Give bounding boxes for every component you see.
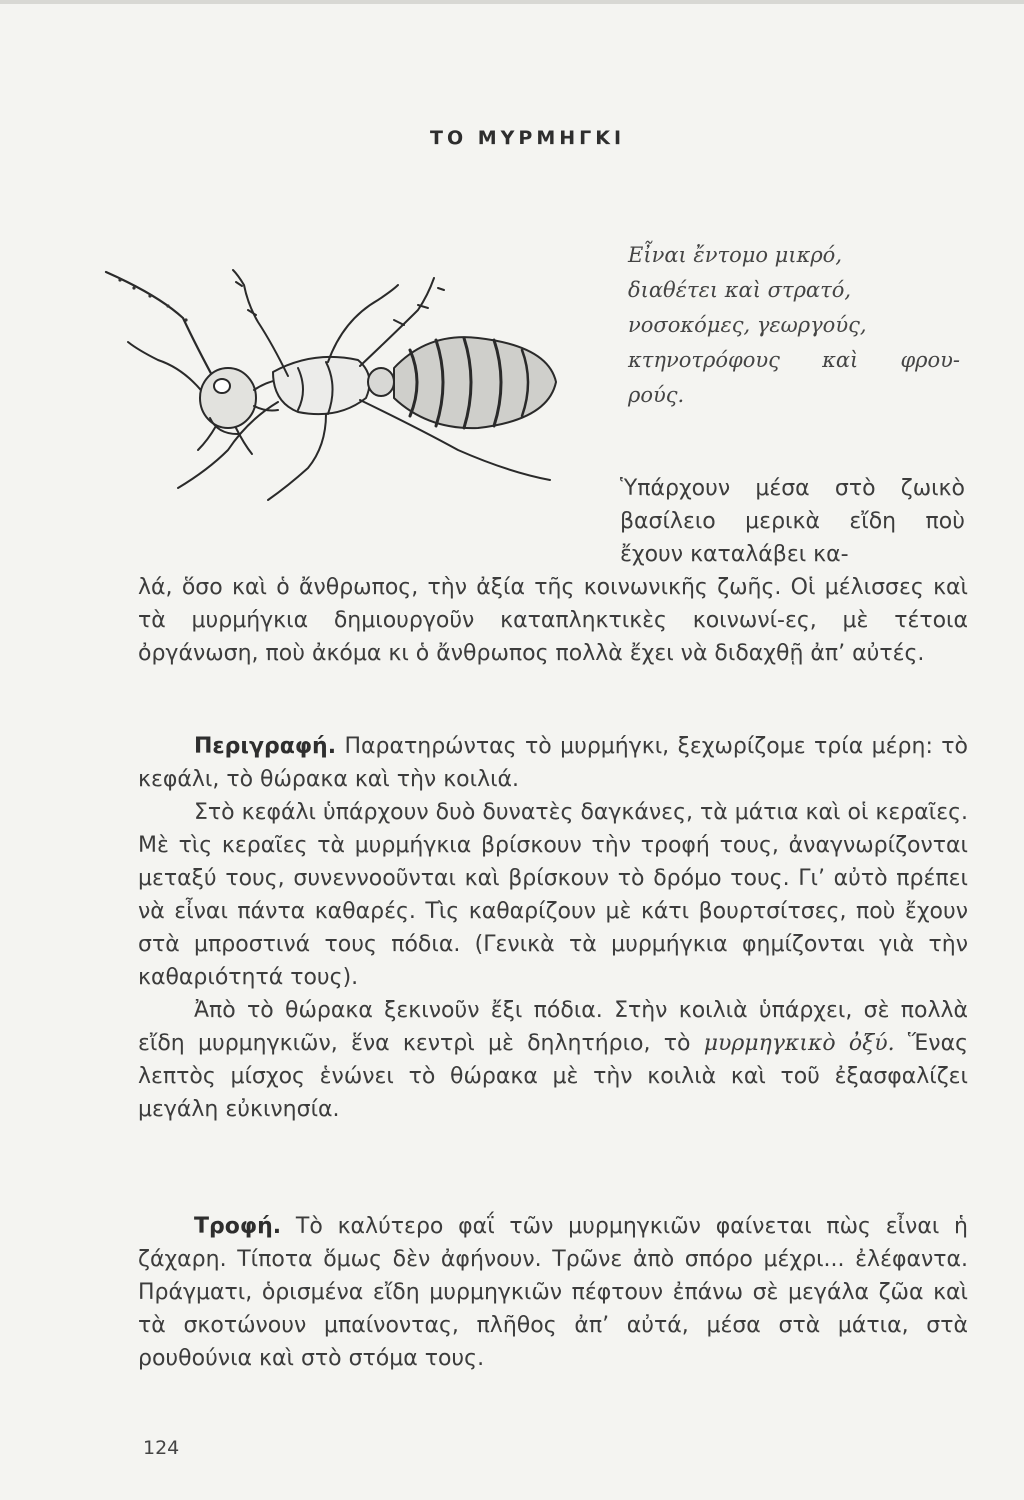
poem-line-justified <box>628 343 960 378</box>
ant-illustration <box>98 250 578 510</box>
intro-paragraph-start <box>620 472 965 571</box>
food-paragraph <box>138 1210 968 1375</box>
formic-acid-term: μυρμηγκικὸ ὀξύ. <box>703 1031 895 1056</box>
page-top-edge <box>0 0 1024 4</box>
intro-text-start: Ὑπάρχουν μέσα στὸ ζωικὸ βασίλειο μερικὰ εἴδη ποὺ ἔχουν καταλάβει κα- <box>620 476 965 567</box>
head-paragraph: Στὸ κεφάλι ὑπάρχουν δυὸ δυνατὲς δαγκάνες, τὰ μάτια καὶ οἱ κεραῖες. Μὲ τὶς κεραῖες τὰ μυρμήγκια βρίσκουν τὴν τροφή τους, ἀναγνωρίζονται μεταξύ τους, συνεννοοῦνται καὶ βρίσκουν τὸ δρόμο τους. Γι’ αὐτὸ πρέπει νὰ εἶναι πάντα καθαρές. Τὶς καθαρίζουν μὲ κάτι βουρτσίτσες, ποὺ ἔχουν στὰ μπροστινά τους πόδια. (Γενικὰ τὰ μυρμήγκια φημίζονται γιὰ τὴν καθαριότητά τους). <box>138 800 968 990</box>
poem-line: ρούς. <box>628 383 685 407</box>
poem-word: κτηνοτρόφους <box>628 348 780 372</box>
page-title: ΤΟ ΜΥΡΜΗΓΚΙ <box>430 127 626 149</box>
poem-line: νοσοκόμες, γεωργούς, <box>628 313 867 337</box>
food-heading: Τροφή. <box>194 1214 282 1239</box>
intro-paragraph-continuation <box>138 571 968 670</box>
description-section <box>138 730 968 1126</box>
thorax-text: Ἀπὸ τὸ θώρακα ξεκινοῦν ἔξι πόδια. Στὴν κοιλιὰ ὑπάρχει, σὲ πολλὰ εἴδη μυρμηγκιῶν, ἕνα κεντρὶ μὲ δηλητήριο, τὸ <box>138 998 968 1056</box>
poem <box>628 238 968 413</box>
poem-line: Εἶναι ἔντομο μικρό, <box>628 243 842 267</box>
description-heading: Περιγραφή. <box>194 734 337 759</box>
poem-line: διαθέτει καὶ στρατό, <box>628 278 852 302</box>
description-paragraph <box>138 730 968 796</box>
food-text: Τὸ καλύτερο φαΐ τῶν μυρμηγκιῶν φαίνεται πὼς εἶναι ἡ ζάχαρη. Τίποτα ὅμως δὲν ἀφήνουν. Τρῶνε ἀπὸ σπόρο μέχρι... ἐλέφαντα. Πράγματι, ὁρισμένα εἴδη μυρμηγκιῶν πέφτουν ἐπάνω σὲ μεγάλα ζῶα καὶ τὰ σκοτώνουν μπαίνοντας, πλῆθος ἀπ’ αὐτά, μέσα στὰ μάτια, στὰ ρουθούνια καὶ στὸ στόμα τους. <box>138 1214 968 1371</box>
thorax-text-end: Ἕνας λεπτὸς μίσχος ἑνώνει τὸ θώρακα μὲ τὴν κοιλιὰ καὶ τοῦ ἐξασφαλίζει μεγάλη εὐκινησία. <box>138 1031 969 1122</box>
poem-word: φρου- <box>900 348 960 372</box>
description-text: Παρατηρώντας τὸ μυρμήγκι, ξεχωρίζομε τρία μέρη: τὸ κεφάλι, τὸ θώρακα καὶ τὴν κοιλιά. <box>138 734 968 792</box>
intro-text-rest: λά, ὅσο καὶ ὁ ἄνθρωπος, τὴν ἀξία τῆς κοινωνικῆς ζωῆς. Οἱ μέλισσες καὶ τὰ μυρμήγκια δημιουργοῦν καταπληκτικὲς κοινωνί-ες, μὲ τέτοια ὀργάνωση, ποὺ ἀκόμα κι ὁ ἄνθρωπος πολλὰ ἔχει νὰ διδαχθῇ ἀπ’ αὐτές. <box>138 575 968 666</box>
poem-word: καὶ <box>822 348 859 372</box>
page-number: 124 <box>143 1437 180 1459</box>
food-section <box>138 1210 968 1375</box>
thorax-paragraph <box>138 994 968 1126</box>
